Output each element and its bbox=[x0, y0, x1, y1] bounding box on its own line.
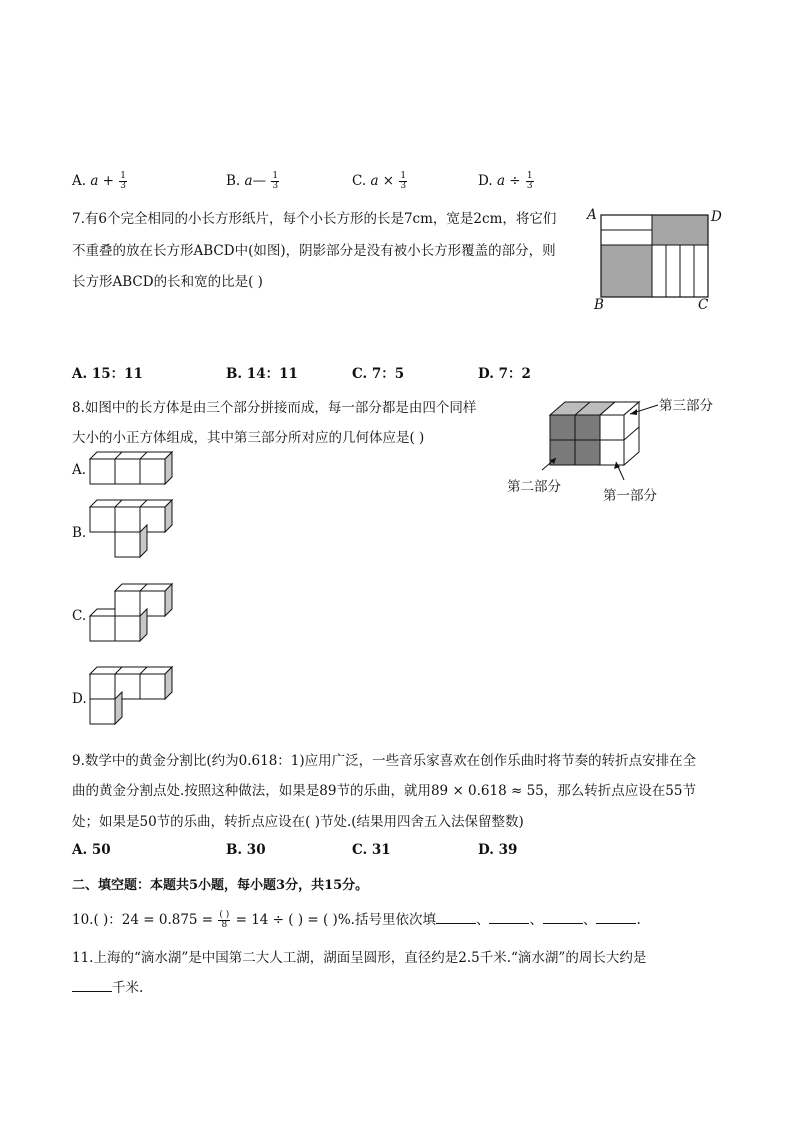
answer-blank[interactable] bbox=[489, 911, 529, 924]
q7-option-a[interactable]: A. 15：11 bbox=[72, 366, 143, 382]
q8-option-b-figure[interactable] bbox=[90, 500, 176, 562]
fraction: $\frac{1}{3}$ bbox=[400, 171, 407, 191]
q9-option-a[interactable]: A. 50 bbox=[72, 842, 111, 858]
q6-option-a[interactable]: A. a + $\frac{1}{3}$ bbox=[72, 171, 127, 191]
q8-option-c-label[interactable]: C. bbox=[72, 608, 87, 624]
fraction: $\frac{( )}{8}$ bbox=[219, 910, 230, 930]
q8-stem-line-2: 大小的小正方体组成，其中第三部分所对应的几何体应是( ) bbox=[72, 430, 425, 446]
shaded-region bbox=[652, 215, 708, 245]
q6-option-b[interactable]: B. a— $\frac{1}{3}$ bbox=[226, 171, 279, 191]
q7-option-d[interactable]: D. 7：2 bbox=[478, 366, 531, 382]
q8-option-c-figure[interactable] bbox=[90, 584, 176, 646]
label-part3: 第三部分 bbox=[659, 398, 713, 414]
answer-blank[interactable] bbox=[543, 911, 583, 924]
q7-stem-line-3: 长方形ABCD的长和宽的比是( ) bbox=[72, 274, 263, 290]
label-b: B bbox=[594, 297, 604, 313]
q9-stem-line-2: 曲的黄金分割点处.按照这种做法，如果是89节的乐曲，就用89 × 0.618 ≈ 55，那么转折点应设在55节 bbox=[72, 783, 696, 799]
fraction: $\frac{1}{3}$ bbox=[526, 171, 533, 191]
label-d: D bbox=[711, 209, 722, 225]
q9-option-c[interactable]: C. 31 bbox=[352, 842, 391, 858]
q10-stem: 10.( )：24 = 0.875 = $\frac{( )}{8}$ = 14 ÷ ( ) = ( )%.括号里依次填 、 、 、 . bbox=[72, 910, 641, 930]
shaded-region bbox=[601, 245, 652, 297]
q9-option-d[interactable]: D. 39 bbox=[478, 842, 518, 858]
answer-blank[interactable] bbox=[596, 911, 636, 924]
q8-option-d-figure[interactable] bbox=[90, 667, 176, 729]
q8-option-a-label[interactable]: A. bbox=[72, 462, 87, 478]
q6-option-c[interactable]: C. a × $\frac{1}{3}$ bbox=[352, 171, 407, 191]
q8-option-d-label[interactable]: D. bbox=[72, 691, 87, 707]
q6-option-d[interactable]: D. a ÷ $\frac{1}{3}$ bbox=[478, 171, 533, 191]
q9-stem-line-1: 9.数学中的黄金分割比(约为0.618：1)应用广泛，一些音乐家喜欢在创作乐曲时将节奏的转折点安排在全 bbox=[72, 753, 697, 769]
fraction: $\frac{1}{3}$ bbox=[272, 171, 279, 191]
label-part1: 第一部分 bbox=[603, 488, 657, 504]
q8-cuboid-figure bbox=[548, 400, 648, 472]
q7-rectangle-figure bbox=[600, 214, 710, 300]
fraction: $\frac{1}{3}$ bbox=[120, 171, 127, 191]
q8-stem-line-1: 8.如图中的长方体是由三个部分拼接而成，每一部分都是由四个同样 bbox=[72, 400, 477, 416]
q7-stem-line-2: 不重叠的放在长方形ABCD中(如图)，阴影部分是没有被小长方形覆盖的部分，则 bbox=[72, 243, 556, 259]
section-heading: 二、填空题：本题共5小题，每小题3分，共15分。 bbox=[72, 878, 369, 893]
q11-stem-line-1: 11.上海的“滴水湖”是中国第二大人工湖，湖面呈圆形，直径约是2.5千米.“滴水湖”的周长大约是 bbox=[72, 950, 647, 966]
label-a: A bbox=[587, 207, 597, 223]
q7-option-c[interactable]: C. 7：5 bbox=[352, 366, 405, 382]
q9-stem-line-3: 处；如果是50节的乐曲，转折点应设在( )节处.(结果用四舍五入法保留整数) bbox=[72, 814, 524, 830]
q7-stem-line-1: 7.有6个完全相同的小长方形纸片，每个小长方形的长是7cm，宽是2cm，将它们 bbox=[72, 211, 557, 227]
answer-blank[interactable] bbox=[436, 911, 476, 924]
q9-option-b[interactable]: B. 30 bbox=[226, 842, 266, 858]
q8-option-b-label[interactable]: B. bbox=[72, 525, 87, 541]
q7-option-b[interactable]: B. 14：11 bbox=[226, 366, 298, 382]
answer-blank[interactable] bbox=[72, 979, 112, 992]
q8-option-a-figure[interactable] bbox=[90, 452, 176, 488]
label-part2: 第二部分 bbox=[507, 479, 561, 495]
label-c: C bbox=[698, 297, 709, 313]
q11-stem-line-2: 千米. bbox=[72, 976, 143, 996]
